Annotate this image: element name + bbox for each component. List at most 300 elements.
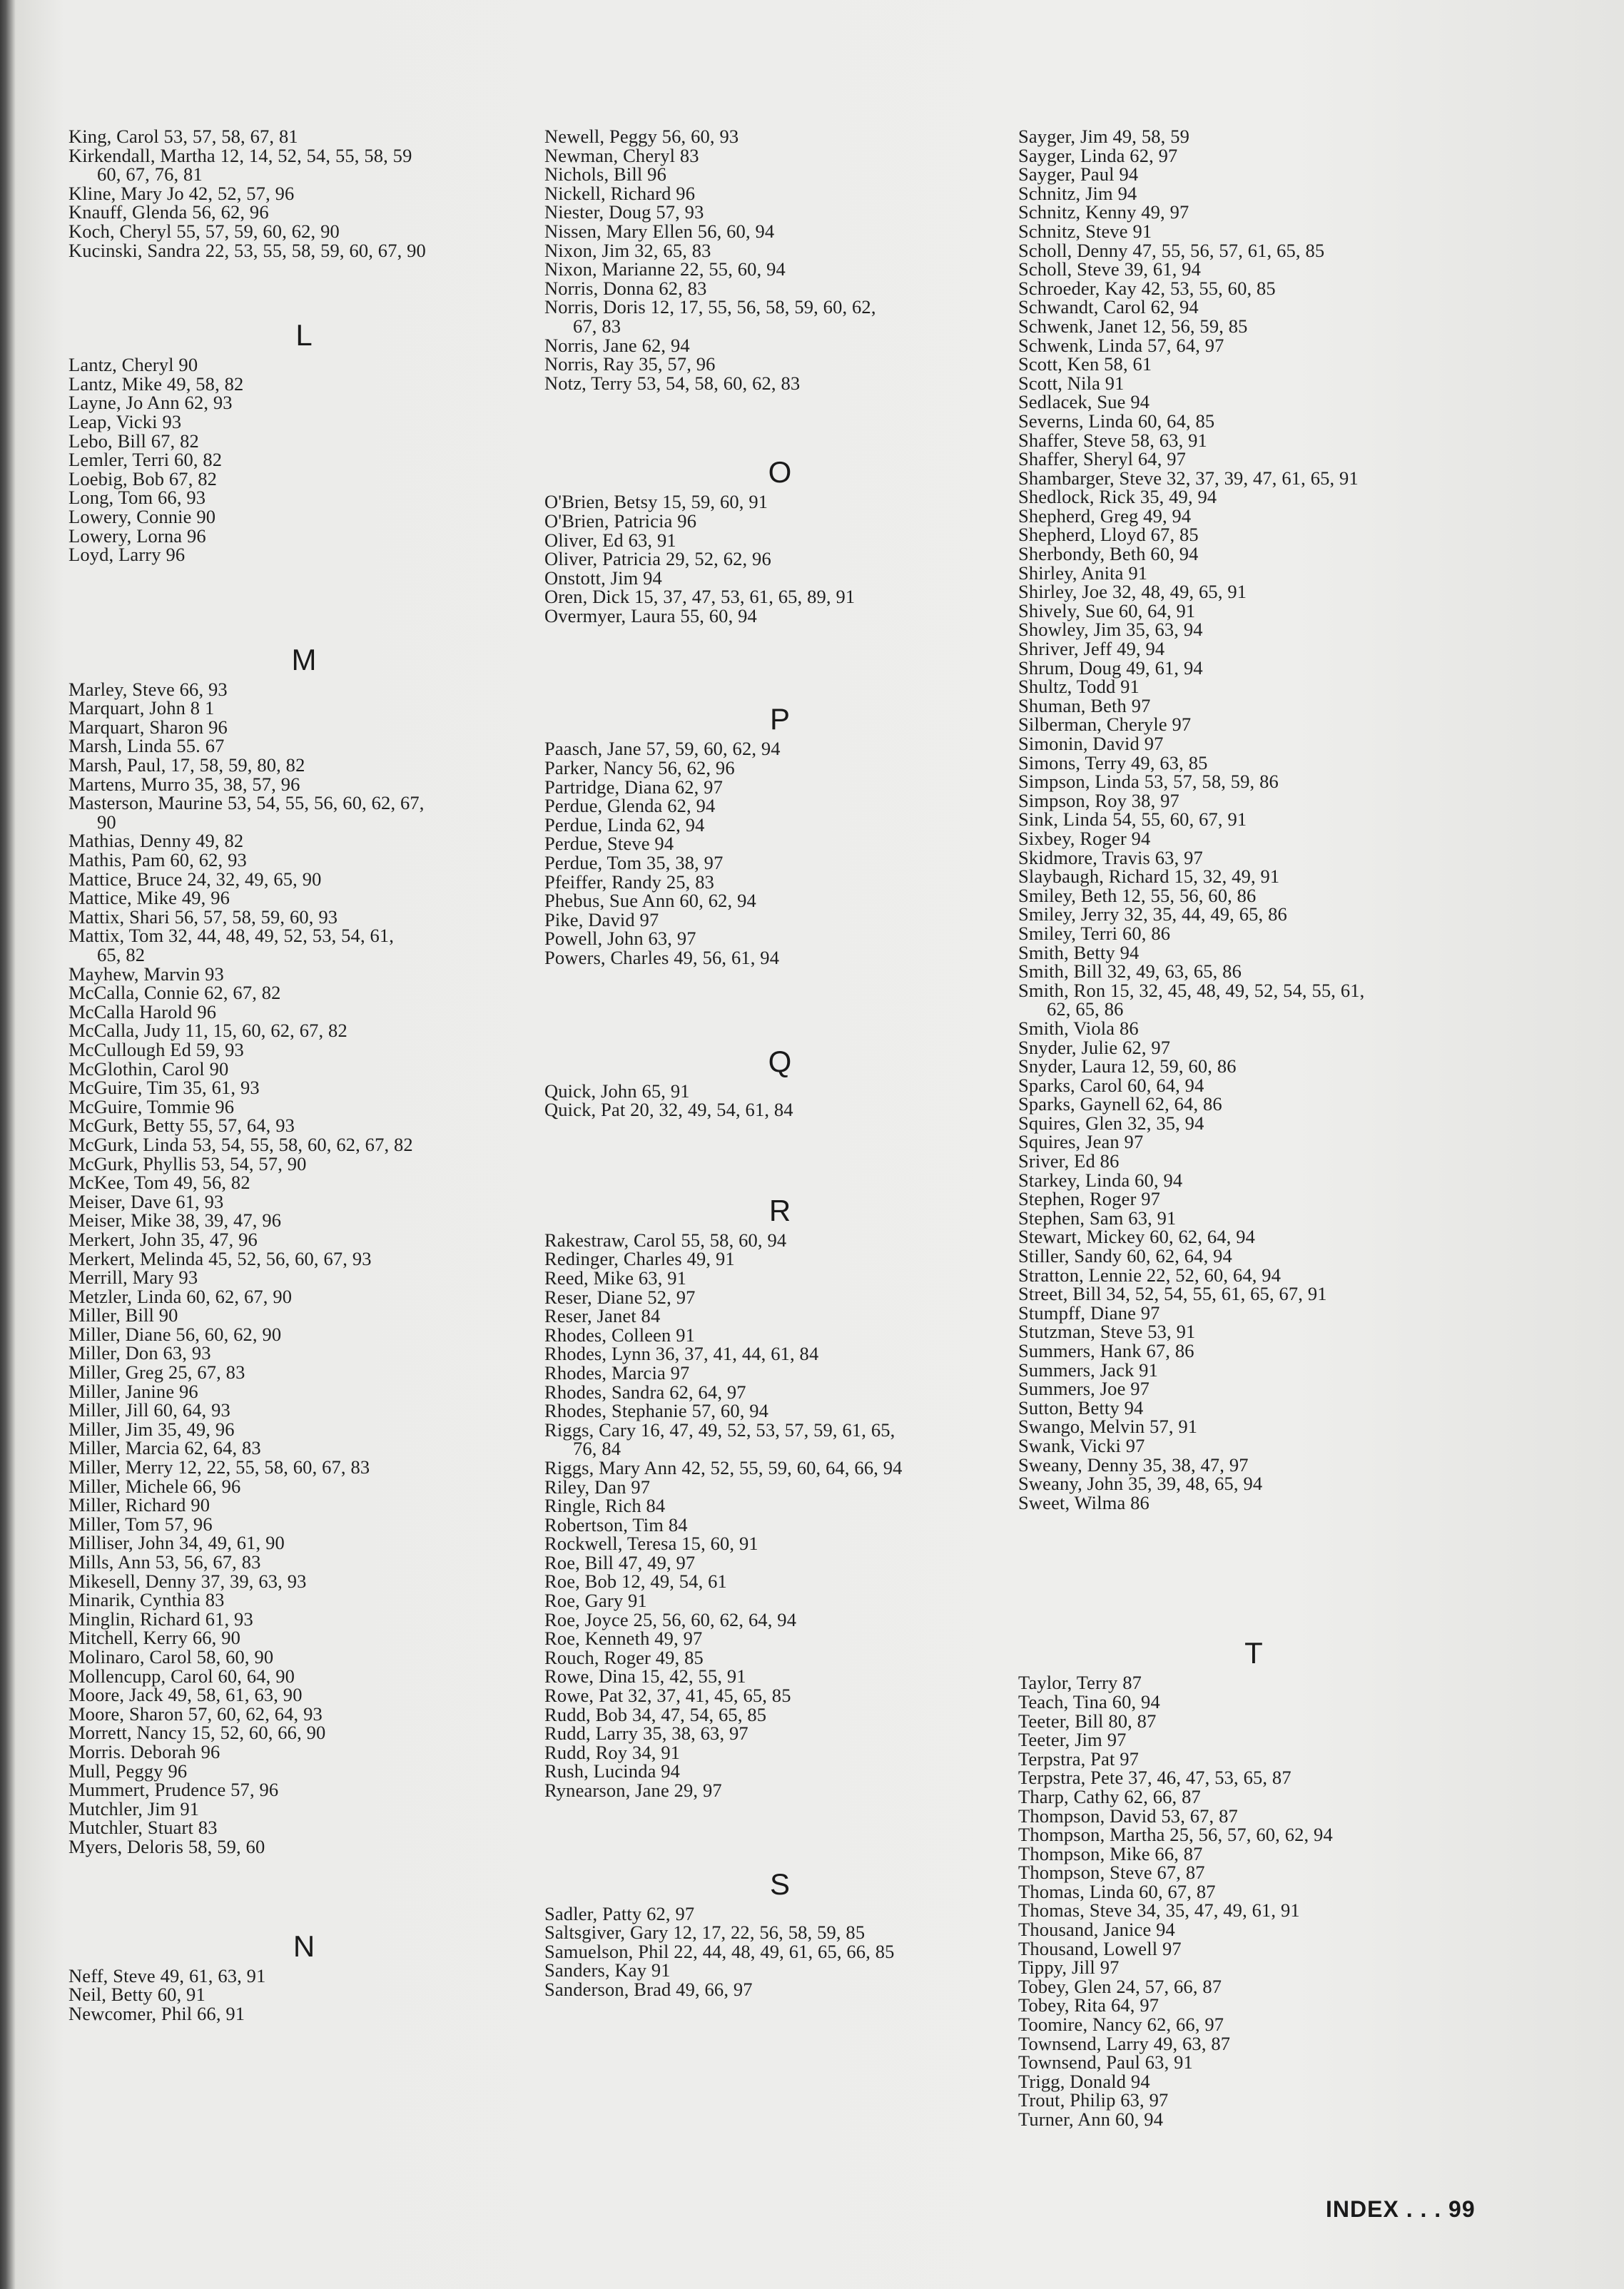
- index-entry: [544, 1942, 1015, 1961]
- entry-text: Schnitz, Steve 91: [1018, 220, 1152, 242]
- index-entry: [544, 1572, 1015, 1591]
- index-entry: [68, 1021, 539, 1040]
- index-entry: [68, 793, 539, 831]
- index-entry: [544, 146, 1015, 166]
- index-entry: [1018, 2072, 1489, 2091]
- index-entry: [1018, 544, 1489, 564]
- index-entry: [68, 1078, 539, 1097]
- entry-text: Sedlacek, Sue 94: [1018, 391, 1150, 413]
- index-entry: [544, 929, 1015, 948]
- index-entry: [1018, 1284, 1489, 1304]
- index-entry: [68, 222, 539, 241]
- index-entry: [68, 736, 539, 756]
- entry-text: Sparks, Gaynell 62, 64, 86: [1018, 1093, 1222, 1115]
- entry-text: Schnitz, Kenny 49, 97: [1018, 201, 1189, 223]
- entry-text: McCalla, Connie 62, 67, 82: [68, 982, 281, 1004]
- index-entry: [1018, 222, 1489, 241]
- index-entry: [544, 1743, 1015, 1762]
- entry-text: Sink, Linda 54, 55, 60, 67, 91: [1018, 808, 1247, 831]
- index-entry: [1018, 620, 1489, 639]
- entry-text: Mathis, Pam 60, 62, 93: [68, 849, 247, 871]
- entry-text: Sherbondy, Beth 60, 94: [1018, 543, 1199, 565]
- index-entry: [1018, 374, 1489, 393]
- index-entry: [1018, 1825, 1489, 1844]
- entry-text: Nixon, Jim 32, 65, 83: [544, 239, 711, 261]
- index-entry: [544, 813, 1015, 836]
- index-entry: [1018, 1379, 1489, 1399]
- index-entry: [68, 1515, 539, 1534]
- entry-continuation: 67, 83: [573, 315, 621, 337]
- index-entry: [544, 1306, 1015, 1326]
- entry-text: Mummert, Prudence 57, 96: [68, 1779, 279, 1801]
- index-entry: [68, 467, 539, 489]
- entry-text: Smiley, Jerry 32, 35, 44, 49, 65, 86: [1018, 903, 1287, 925]
- entry-text: Squires, Glen 32, 35, 94: [1018, 1112, 1204, 1134]
- index-entry: [1018, 2015, 1489, 2034]
- entry-text: Lowery, Connie 90: [68, 505, 216, 527]
- index-entry: [68, 507, 539, 527]
- entry-text: Leap, Vicki 93: [68, 410, 182, 432]
- entry-text: Layne, Jo Ann 62, 93: [68, 392, 233, 414]
- entry-text: Newman, Cheryl 83: [544, 144, 699, 166]
- entry-text: Oliver, Patricia 29, 52, 62, 96: [544, 548, 771, 570]
- index-entry: [68, 699, 539, 718]
- entry-text: Thousand, Janice 94: [1018, 1919, 1175, 1941]
- entry-text: Rakestraw, Carol 55, 58, 60, 94: [544, 1229, 787, 1251]
- entry-text: Lantz, Mike 49, 58, 82: [68, 372, 244, 395]
- index-entry: [544, 853, 1015, 873]
- entry-text: Snyder, Laura 12, 59, 60, 86: [1018, 1055, 1237, 1077]
- entry-text: Shepherd, Greg 49, 94: [1018, 504, 1192, 527]
- entry-text: Quick, Pat 20, 32, 49, 54, 61, 84: [544, 1099, 793, 1121]
- index-section: [544, 699, 1015, 967]
- index-entry: [1018, 1844, 1489, 1864]
- index-entry: [68, 1382, 539, 1401]
- entry-text: Sixbey, Roger 94: [1018, 827, 1151, 849]
- entry-text: Simonin, David 97: [1018, 733, 1164, 754]
- entry-text: Mutchler, Stuart 83: [68, 1817, 218, 1839]
- entry-text: Loyd, Larry 96: [68, 544, 186, 566]
- entry-text: Stephen, Sam 63, 91: [1018, 1207, 1177, 1229]
- index-entry: [1018, 962, 1489, 981]
- entry-text: Shriver, Jeff 49, 94: [1018, 638, 1165, 660]
- entry-text: Smith, Viola 86: [1018, 1017, 1139, 1039]
- index-entry: [544, 1231, 1015, 1250]
- index-entry: [1018, 355, 1489, 374]
- entry-text: Shedlock, Rick 35, 49, 94: [1018, 486, 1217, 508]
- entry-text: Miller, Jill 60, 64, 93: [68, 1399, 230, 1421]
- index-entry: [1018, 1247, 1489, 1266]
- index-entry: [68, 775, 539, 794]
- entry-text: Lemler, Terri 60, 82: [68, 449, 223, 471]
- index-entry: [544, 1610, 1015, 1630]
- section-letter: M: [291, 642, 317, 676]
- entry-text: Parker, Nancy 56, 62, 96: [544, 757, 735, 779]
- index-section: [68, 1927, 539, 2024]
- index-entry: [1018, 298, 1489, 317]
- entry-text: Thompson, David 53, 67, 87: [1018, 1805, 1238, 1827]
- index-entry: [1018, 525, 1489, 544]
- index-entry: [1018, 184, 1489, 203]
- entry-text: Mull, Peggy 96: [68, 1760, 188, 1782]
- index-entry: [1018, 734, 1489, 753]
- index-entry: [68, 1154, 539, 1174]
- index-entry: [544, 1961, 1015, 1980]
- entry-text: Summers, Joe 97: [1018, 1378, 1150, 1400]
- entry-text: McGuire, Tim 35, 61, 93: [68, 1077, 260, 1099]
- index-entry: [68, 1590, 539, 1610]
- entry-text: Shaffer, Steve 58, 63, 91: [1018, 429, 1207, 451]
- entry-text: Partridge, Diana 62, 97: [544, 776, 723, 798]
- index-entry: [1018, 1209, 1489, 1228]
- entry-text: Rhodes, Sandra 62, 64, 97: [544, 1381, 746, 1403]
- index-entry: [1018, 753, 1489, 773]
- index-entry: [544, 1344, 1015, 1364]
- entry-text: Metzler, Linda 60, 62, 67, 90: [68, 1285, 293, 1307]
- entry-text: Nickell, Richard 96: [544, 182, 696, 204]
- entry-text: Merkert, Melinda 45, 52, 56, 60, 67, 93: [68, 1247, 372, 1269]
- entry-text: Lantz, Cheryl 90: [68, 354, 198, 376]
- entry-text: Mathias, Denny 49, 82: [68, 830, 244, 852]
- index-entry: [68, 965, 539, 984]
- index-entry: [1018, 1474, 1489, 1493]
- entry-text: Rush, Lucinda 94: [544, 1760, 681, 1782]
- index-entry: [68, 756, 539, 775]
- entry-text: Tippy, Jill 97: [1018, 1956, 1120, 1979]
- entry-text: Teach, Tina 60, 94: [1018, 1690, 1160, 1712]
- index-entry: [544, 1401, 1015, 1421]
- entry-text: Pfeiffer, Randy 25, 83: [544, 871, 714, 893]
- index-entry: [544, 509, 1015, 532]
- index-entry: [1018, 1114, 1489, 1133]
- entry-text: Scott, Nila 91: [1018, 372, 1125, 394]
- entry-text: Shirley, Anita 91: [1018, 562, 1148, 584]
- entry-text: Mattix, Tom 32, 44, 48, 49, 52, 53, 54, 61,: [68, 925, 395, 947]
- entry-text: Roe, Kenneth 49, 97: [544, 1628, 703, 1650]
- entry-text: Shrum, Doug 49, 61, 94: [1018, 656, 1203, 679]
- index-entry: [1018, 564, 1489, 583]
- entry-text: Shultz, Todd 91: [1018, 676, 1140, 698]
- entry-text: Smith, Ron 15, 32, 45, 48, 49, 52, 54, 55, 61,: [1018, 979, 1365, 1001]
- index-entry: [544, 587, 1015, 606]
- entry-text: Tharp, Cathy 62, 66, 87: [1018, 1785, 1201, 1807]
- index-entry: [544, 910, 1015, 930]
- index-entry: [1018, 1266, 1489, 1285]
- entry-text: Rudd, Roy 34, 91: [544, 1741, 681, 1763]
- index-entry: [544, 1496, 1015, 1516]
- entry-text: McKee, Tom 49, 56, 82: [68, 1172, 250, 1194]
- index-entry: [1018, 599, 1489, 621]
- index-entry: [1018, 1396, 1489, 1418]
- entry-text: Riggs, Cary 16, 47, 49, 52, 53, 57, 59, 61, 65,: [544, 1418, 895, 1441]
- index-entry: [544, 1082, 1015, 1101]
- index-entry: [544, 758, 1015, 778]
- index-entry: [1018, 1692, 1489, 1712]
- index-entry: [1018, 317, 1489, 336]
- entry-text: Perdue, Linda 62, 94: [544, 813, 705, 836]
- index-entry: [544, 1667, 1015, 1686]
- index-entry: [1018, 1958, 1489, 1977]
- index-entry: [544, 948, 1015, 968]
- entry-text: Niester, Doug 57, 93: [544, 201, 704, 223]
- entry-text: Neff, Steve 49, 61, 63, 91: [68, 1964, 266, 1986]
- index-entry: [544, 1361, 1015, 1384]
- index-entry: [1018, 1977, 1489, 1996]
- index-entry: [544, 1591, 1015, 1610]
- section-letter: R: [768, 1193, 791, 1227]
- index-entry: [1018, 582, 1489, 602]
- index-entry: [544, 1724, 1015, 1743]
- index-entry: [1018, 2053, 1489, 2072]
- index-entry: [1018, 715, 1489, 734]
- entry-text: Sanders, Kay 91: [544, 1959, 671, 1981]
- entry-text: Mattix, Shari 56, 57, 58, 59, 60, 93: [68, 905, 338, 928]
- entry-text: Minglin, Richard 61, 93: [68, 1608, 253, 1630]
- entry-text: Moore, Sharon 57, 60, 62, 64, 93: [68, 1702, 323, 1725]
- entry-text: Rhodes, Colleen 91: [544, 1324, 695, 1346]
- entry-text: Moore, Jack 49, 58, 61, 63, 90: [68, 1684, 303, 1706]
- entry-text: Norris, Ray 35, 57, 96: [544, 353, 716, 375]
- entry-text: Sweany, John 35, 39, 48, 65, 94: [1018, 1473, 1263, 1495]
- index-entry: [68, 1420, 539, 1439]
- index-entry: [1018, 450, 1489, 469]
- entry-text: Thompson, Martha 25, 56, 57, 60, 62, 94: [1018, 1824, 1333, 1846]
- index-entry: [68, 203, 539, 222]
- index-entry: [68, 851, 539, 870]
- entry-text: Smith, Betty 94: [1018, 941, 1140, 963]
- entry-text: Shaffer, Sheryl 64, 97: [1018, 448, 1187, 470]
- index-entry: [1018, 639, 1489, 659]
- entry-text: Roe, Gary 91: [544, 1590, 647, 1612]
- entry-text: Skidmore, Travis 63, 97: [1018, 846, 1203, 868]
- section-letter: P: [769, 702, 790, 736]
- entry-text: Reser, Diane 52, 97: [544, 1286, 696, 1308]
- entry-text: Schnitz, Jim 94: [1018, 182, 1137, 204]
- entry-text: Overmyer, Laura 55, 60, 94: [544, 604, 757, 626]
- entry-text: Toomire, Nancy 62, 66, 97: [1018, 2014, 1224, 2036]
- index-entry: [1018, 469, 1489, 488]
- entry-text: Phebus, Sue Ann 60, 62, 94: [544, 890, 756, 912]
- entry-text: Martens, Murro 35, 38, 57, 96: [68, 773, 300, 795]
- index-entry: [1018, 336, 1489, 355]
- index-entry: [68, 1985, 539, 2004]
- index-entry: [1018, 1171, 1489, 1190]
- entry-text: Mattice, Bruce 24, 32, 49, 65, 90: [68, 868, 322, 890]
- entry-text: Summers, Jack 91: [1018, 1359, 1158, 1381]
- index-entry: [544, 531, 1015, 550]
- entry-text: Rockwell, Teresa 15, 60, 91: [544, 1533, 758, 1555]
- index-entry: [68, 1306, 539, 1325]
- index-entry: [544, 1629, 1015, 1648]
- index-entry: [68, 1458, 539, 1477]
- entry-text: McCullough Ed 59, 93: [68, 1038, 244, 1060]
- index-entry: [68, 372, 539, 395]
- index-entry: [68, 1000, 539, 1022]
- index-entry: [68, 680, 539, 699]
- entry-text: Morrett, Nancy 15, 52, 60, 66, 90: [68, 1722, 326, 1744]
- entry-text: Redinger, Charles 49, 91: [544, 1248, 735, 1270]
- section-letter: T: [1244, 1636, 1263, 1670]
- entry-text: Teeter, Bill 80, 87: [1018, 1710, 1157, 1732]
- entry-text: Stephen, Roger 97: [1018, 1188, 1161, 1210]
- entry-text: Thompson, Mike 66, 87: [1018, 1842, 1203, 1864]
- entry-text: Townsend, Larry 49, 63, 87: [1018, 2032, 1231, 2054]
- section-letter: O: [768, 455, 792, 489]
- entry-text: Rouch, Roger 49, 85: [544, 1646, 704, 1668]
- entry-text: Rhodes, Marcia 97: [544, 1361, 690, 1384]
- index-entry: [544, 127, 1015, 146]
- index-entry: [68, 1325, 539, 1344]
- index-entry: [1018, 943, 1489, 963]
- entry-text: Rowe, Pat 32, 37, 41, 45, 65, 85: [544, 1685, 791, 1707]
- entry-text: Smiley, Terri 60, 86: [1018, 922, 1171, 944]
- entry-text: Miller, Tom 57, 96: [68, 1513, 213, 1535]
- entry-text: Thomas, Steve 34, 35, 47, 49, 61, 91: [1018, 1899, 1300, 1922]
- index-entry: [68, 1702, 539, 1725]
- index-entry: [1018, 146, 1489, 166]
- index-entry: [544, 1458, 1015, 1478]
- index-entry: [68, 355, 539, 375]
- index-entry: [1018, 1189, 1489, 1209]
- index-entry: [544, 1383, 1015, 1402]
- entry-text: Marsh, Linda 55. 67: [68, 735, 225, 757]
- index-entry: [544, 606, 1015, 626]
- entry-text: Perdue, Glenda 62, 94: [544, 795, 716, 817]
- entry-text: Reed, Mike 63, 91: [544, 1267, 687, 1289]
- section-letter: L: [295, 318, 313, 352]
- index-entry: [68, 1097, 539, 1117]
- index-entry: [544, 222, 1015, 241]
- index-section: [68, 127, 539, 260]
- index-entry: [68, 2004, 539, 2024]
- entry-text: Perdue, Tom 35, 38, 97: [544, 852, 724, 874]
- entry-text: Simons, Terry 49, 63, 85: [1018, 751, 1208, 773]
- entry-text: Pike, David 97: [544, 908, 659, 930]
- entry-text: Ringle, Rich 84: [544, 1495, 666, 1517]
- index-entry: [1018, 656, 1489, 679]
- entry-text: Stumpff, Diane 97: [1018, 1301, 1160, 1324]
- index-entry: [68, 718, 539, 737]
- index-entry: [68, 1966, 539, 1986]
- index-entry: [544, 834, 1015, 853]
- index-entry: [544, 1553, 1015, 1573]
- index-entry: [1018, 1038, 1489, 1057]
- index-entry: [1018, 1996, 1489, 2015]
- index-entry: [68, 905, 539, 928]
- index-entry: [68, 1797, 539, 1819]
- index-entry: [544, 1326, 1015, 1345]
- index-section: [1018, 1633, 1489, 2128]
- index-entry: [544, 1980, 1015, 1999]
- entry-text: Newcomer, Phil 66, 91: [68, 2002, 245, 2024]
- entry-text: Taylor, Terry 87: [1018, 1672, 1142, 1694]
- index-entry: [68, 1211, 539, 1230]
- index-entry: [1018, 2091, 1489, 2110]
- entry-text: Simpson, Linda 53, 57, 58, 59, 86: [1018, 771, 1279, 793]
- index-entry: [68, 1645, 539, 1668]
- index-entry: [68, 1610, 539, 1629]
- index-entry: [1018, 1095, 1489, 1114]
- index-entry: [68, 241, 539, 260]
- index-entry: [1018, 241, 1489, 260]
- entry-text: Mayhew, Marvin 93: [68, 963, 224, 985]
- entry-text: Norris, Doris 12, 17, 55, 56, 58, 59, 60, 62,: [544, 296, 876, 318]
- entry-text: Kucinski, Sandra 22, 53, 55, 58, 59, 60, 67, 90: [68, 239, 426, 261]
- entry-text: Turner, Ann 60, 94: [1018, 2108, 1164, 2130]
- entry-text: Paasch, Jane 57, 59, 60, 62, 94: [544, 738, 781, 760]
- index-entry: [1018, 487, 1489, 507]
- index-entry: [1018, 392, 1489, 412]
- entry-text: Sayger, Paul 94: [1018, 163, 1139, 186]
- index-entry: [68, 1723, 539, 1742]
- index-entry: [1018, 1493, 1489, 1513]
- entry-continuation: 90: [97, 811, 116, 833]
- entry-text: Mattice, Mike 49, 96: [68, 887, 230, 909]
- index-entry: [1018, 127, 1489, 146]
- entry-text: Thompson, Steve 67, 87: [1018, 1862, 1205, 1884]
- entry-text: Myers, Deloris 58, 59, 60: [68, 1835, 265, 1857]
- entry-continuation: 76, 84: [573, 1438, 621, 1460]
- entry-text: Newell, Peggy 56, 60, 93: [544, 126, 739, 147]
- entry-text: Miller, Jim 35, 49, 96: [68, 1418, 235, 1440]
- entry-text: Onstott, Jim 94: [544, 567, 662, 589]
- index-entry: [1018, 1712, 1489, 1731]
- index-entry: [1018, 431, 1489, 450]
- entry-text: Morris. Deborah 96: [68, 1740, 220, 1762]
- index-entry: [1018, 1807, 1489, 1826]
- index-entry: [544, 355, 1015, 374]
- index-entry: [1018, 1361, 1489, 1380]
- entry-text: Mills, Ann 53, 56, 67, 83: [68, 1551, 261, 1573]
- entry-text: Meiser, Mike 38, 39, 47, 96: [68, 1209, 282, 1232]
- index-entry: [544, 1478, 1015, 1497]
- index-entry: [68, 1135, 539, 1154]
- entry-text: Marsh, Paul, 17, 58, 59, 80, 82: [68, 754, 305, 776]
- index-section: [544, 1042, 1015, 1120]
- entry-text: O'Brien, Patricia 96: [544, 509, 697, 532]
- entry-text: Stewart, Mickey 60, 62, 64, 94: [1018, 1226, 1256, 1248]
- index-entry: [68, 1438, 539, 1458]
- entry-text: Tobey, Rita 64, 97: [1018, 1994, 1159, 2016]
- entry-text: Miller, Diane 56, 60, 62, 90: [68, 1323, 282, 1345]
- entry-text: Swank, Vicki 97: [1018, 1434, 1145, 1456]
- index-entry: [68, 1780, 539, 1800]
- entry-text: Lebo, Bill 67, 82: [68, 430, 199, 452]
- entry-continuation: 65, 82: [97, 944, 146, 965]
- index-entry: [1018, 791, 1489, 811]
- index-entry: [1018, 165, 1489, 184]
- entry-text: Showley, Jim 35, 63, 94: [1018, 619, 1203, 641]
- index-entry: [68, 1401, 539, 1420]
- index-entry: [1018, 1301, 1489, 1324]
- index-entry: [1018, 412, 1489, 431]
- entry-text: Townsend, Paul 63, 91: [1018, 2051, 1193, 2074]
- entry-text: McGuire, Tommie 96: [68, 1095, 235, 1117]
- index-entry: [1018, 1730, 1489, 1750]
- index-entry: [544, 739, 1015, 758]
- entry-text: Mikesell, Denny 37, 39, 63, 93: [68, 1570, 307, 1592]
- entry-text: Silberman, Cheryle 97: [1018, 714, 1192, 736]
- entry-text: McCalla, Judy 11, 15, 60, 62, 67, 82: [68, 1020, 347, 1042]
- section-letter: S: [769, 1867, 790, 1901]
- index-entry: [544, 260, 1015, 279]
- entry-text: Knauff, Glenda 56, 62, 96: [68, 201, 269, 223]
- index-entry: [544, 1269, 1015, 1288]
- entry-text: Schwenk, Janet 12, 56, 59, 85: [1018, 315, 1248, 337]
- index-entry: [68, 1553, 539, 1572]
- entry-text: Shuman, Beth 97: [1018, 694, 1151, 716]
- entry-text: Street, Bill 34, 52, 54, 55, 61, 65, 67, 91: [1018, 1283, 1327, 1305]
